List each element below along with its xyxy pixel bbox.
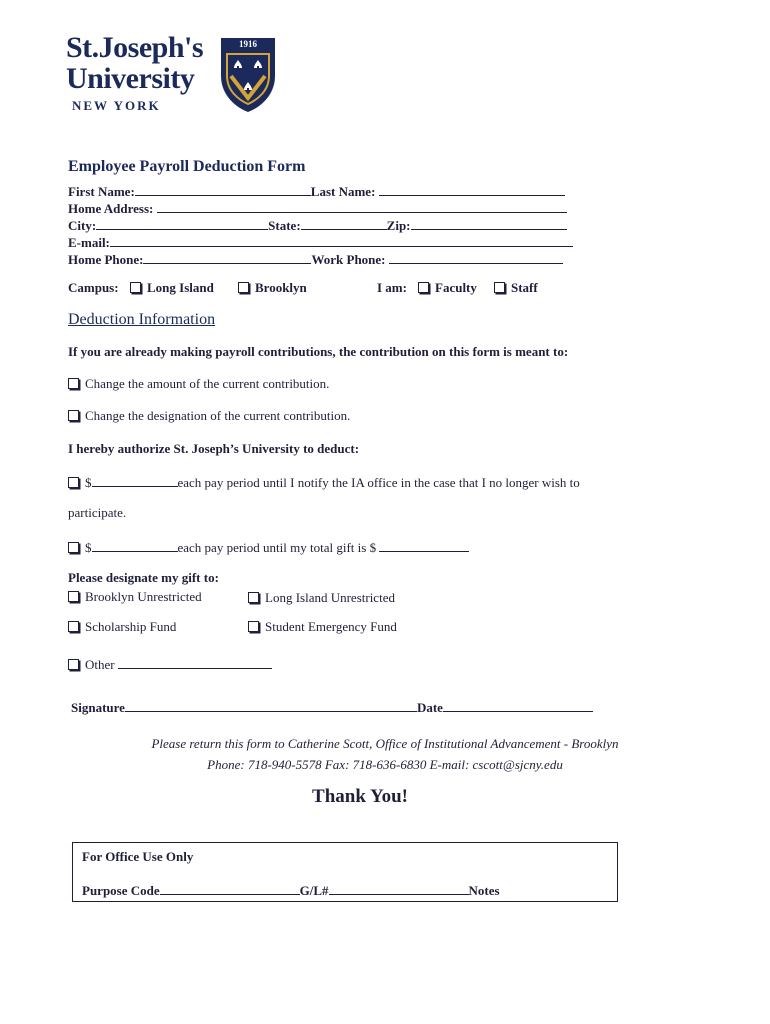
email-label: E-mail: [68, 235, 110, 250]
email-link[interactable]: cscott@sjcny.edu [472, 757, 563, 772]
address-row [68, 199, 567, 217]
campus-label: Campus: [68, 280, 119, 295]
designate-label: Please designate my gift to: [68, 570, 219, 585]
checkbox-icon[interactable] [68, 410, 79, 421]
gift-option-long-island-unrestricted[interactable]: Long Island Unrestricted [248, 590, 395, 606]
email-field[interactable] [110, 233, 573, 247]
checkbox-icon[interactable] [248, 621, 259, 632]
return-instructions [0, 733, 770, 775]
purpose-code-field[interactable] [160, 881, 300, 895]
total-gift-field[interactable] [379, 538, 469, 552]
signature-label: Signature [71, 700, 125, 715]
deduction-heading: Deduction Information [68, 311, 216, 328]
gift-option-brooklyn-unrestricted[interactable]: Brooklyn Unrestricted [68, 589, 202, 605]
checkbox-icon[interactable] [68, 591, 79, 602]
logo-wordmark-line2: University [66, 62, 195, 95]
work-phone-label: Work Phone: [311, 252, 386, 267]
deduction-intro: If you are already making payroll contributions, the contribution on this form is meant to: [68, 344, 569, 359]
form-title: Employee Payroll Deduction Form [68, 158, 306, 175]
city-label: City: [68, 218, 97, 233]
return-line-1: Please return this form to Catherine Scott, Office of Institutional Advancement - Brooklyn [151, 736, 619, 751]
participate-text: participate. [68, 505, 127, 520]
gift-option-scholarship-fund[interactable]: Scholarship Fund [68, 619, 176, 635]
checkbox-icon[interactable] [248, 592, 259, 603]
checkbox-icon[interactable] [238, 282, 249, 293]
campus-row [68, 279, 119, 296]
home-address-field[interactable] [157, 199, 567, 213]
checkbox-icon[interactable] [68, 542, 79, 553]
first-name-field[interactable] [135, 182, 311, 196]
city-field[interactable] [96, 216, 268, 230]
state-label: State: [268, 218, 301, 233]
crest-shield-icon [219, 36, 277, 114]
email-row [68, 233, 573, 251]
last-name-label: Last Name: [310, 184, 376, 199]
home-address-label: Home Address: [68, 201, 154, 216]
gl-label: G/L# [299, 883, 329, 898]
zip-field[interactable] [411, 216, 567, 230]
campus-option-long-island[interactable]: Long Island [130, 279, 214, 296]
gift-option-other[interactable]: Other [68, 655, 272, 673]
checkbox-icon[interactable] [130, 282, 141, 293]
last-name-field[interactable] [379, 182, 565, 196]
city-row [68, 216, 567, 234]
logo-wordmark-line3: NEW YORK [72, 98, 161, 113]
office-use-box [72, 842, 618, 902]
state-field[interactable] [301, 216, 387, 230]
option-change-designation[interactable]: Change the designation of the current contribution. [68, 408, 350, 424]
role-option-faculty[interactable]: Faculty [418, 279, 477, 296]
crest-year: 1916 [239, 39, 257, 49]
home-phone-label: Home Phone: [68, 252, 144, 267]
first-name-label: First Name: [68, 184, 135, 199]
role-option-staff[interactable]: Staff [494, 279, 538, 296]
per-period-amount-field[interactable] [92, 473, 178, 487]
checkbox-icon[interactable] [418, 282, 429, 293]
office-codes-row [82, 881, 500, 899]
university-logo [66, 30, 286, 116]
home-phone-field[interactable] [143, 250, 311, 264]
campus-option-brooklyn[interactable]: Brooklyn [238, 279, 307, 296]
other-designation-field[interactable] [118, 655, 272, 669]
date-field[interactable] [443, 698, 593, 712]
checkbox-icon[interactable] [494, 282, 505, 293]
authorize-statement: I hereby authorize St. Joseph’s University to deduct: [68, 441, 360, 456]
return-line-2: Phone: 718-940-5578 Fax: 718-636-6830 E-mail: cscott@sjcny.edu [207, 757, 563, 772]
logo-wordmark-line1: St.Joseph's [66, 31, 204, 64]
name-row [68, 182, 565, 200]
date-label: Date [416, 700, 443, 715]
option-per-period[interactable]: $ each pay period until I notify the IA office in the case that I no longer wish to [68, 473, 580, 491]
option-change-amount[interactable]: Change the amount of the current contribution. [68, 376, 329, 392]
gift-option-student-emergency-fund[interactable]: Student Emergency Fund [248, 619, 397, 635]
office-use-title: For Office Use Only [82, 849, 194, 864]
option-until-total[interactable]: $ each pay period until my total gift is $ [68, 538, 469, 556]
checkbox-icon[interactable] [68, 659, 79, 670]
i-am-label: I am: [377, 280, 407, 295]
phone-row [68, 250, 563, 268]
work-phone-field[interactable] [389, 250, 563, 264]
checkbox-icon[interactable] [68, 378, 79, 389]
signature-row [71, 698, 593, 716]
notes-label: Notes [468, 883, 500, 898]
purpose-code-label: Purpose Code [82, 883, 160, 898]
signature-field[interactable] [125, 698, 417, 712]
checkbox-icon[interactable] [68, 621, 79, 632]
zip-label: Zip: [386, 218, 411, 233]
checkbox-icon[interactable] [68, 477, 79, 488]
thank-you-heading: Thank You! [312, 786, 408, 807]
until-total-amount-field[interactable] [92, 538, 178, 552]
gl-field[interactable] [329, 881, 469, 895]
